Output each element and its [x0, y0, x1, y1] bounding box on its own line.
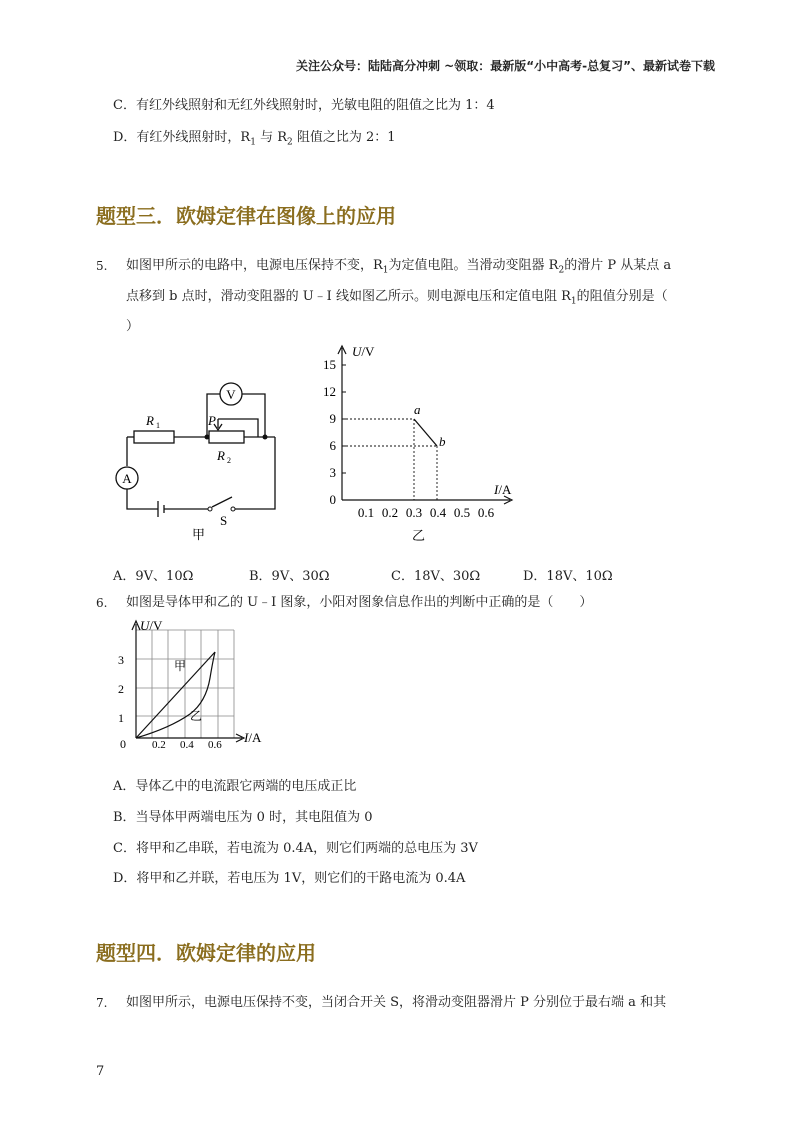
x-tick-label: 0.4: [180, 739, 194, 751]
point-b-label: b: [439, 434, 446, 449]
section-title-3: 题型三．欧姆定律在图像上的应用: [96, 204, 396, 228]
subscript: 2: [287, 137, 293, 148]
prev-option-d-text: 阻值之比为 2：1: [296, 130, 396, 145]
page-header: 关注公众号：陆陆高分冲刺 ~领取：最新版“小中高考-总复习”、最新试卷下载: [296, 59, 715, 73]
section-title-4: 题型四．欧姆定律的应用: [96, 941, 316, 965]
ammeter-label: A: [122, 471, 132, 486]
q6-option-a: A．导体乙中的电流跟它两端的电压成正比: [113, 779, 357, 794]
q5-option-b: B．9V、30Ω: [249, 569, 330, 584]
subscript: 1: [570, 296, 577, 307]
x-tick-label: 0.6: [477, 505, 495, 520]
figure-caption-jia: 甲: [192, 527, 206, 542]
q6-stem: 如图是导体甲和乙的 U﹣I 图象，小阳对图象信息作出的判断中正确的是（ ）: [126, 595, 593, 610]
circuit-diagram: [100, 370, 300, 550]
r1-subscript: 1: [156, 421, 160, 430]
subscript: 2: [558, 265, 565, 276]
q5-line-3: ）: [126, 319, 140, 334]
q5-option-d: D．18V、10Ω: [523, 569, 613, 584]
label-jia: 甲: [174, 659, 187, 673]
prev-option-d: [113, 128, 396, 153]
x-tick-label: 0.5: [453, 505, 471, 520]
y-tick-label: 1: [118, 711, 124, 725]
q5-option-c: C．18V、30Ω: [391, 569, 481, 584]
x-tick-label: 0.2: [381, 505, 399, 520]
q5-text: 的阻值分别是（: [576, 289, 668, 304]
origin-label: 0: [120, 737, 126, 751]
y-tick-label: 6: [329, 438, 336, 453]
graph-yi: [322, 340, 522, 550]
r1-label: R: [146, 413, 154, 428]
x-axis-label: I/A: [244, 730, 262, 745]
y-axis-label: U/V: [140, 618, 163, 633]
x-tick-label: 0.2: [152, 739, 166, 751]
q6-option-d: D．将甲和乙并联，若电压为 1V，则它们的干路电流为 0.4A: [113, 871, 466, 886]
q5-text: 为定值电阻。当滑动变阻器 R: [388, 258, 559, 273]
prev-option-c: C．有红外线照射和无红外线照射时，光敏电阻的阻值之比为 1：4: [113, 98, 495, 113]
graph-yi-xticks: [358, 505, 495, 520]
y-tick-label: 0: [329, 492, 336, 507]
switch-contact: [208, 507, 212, 511]
label-yi: 乙: [190, 709, 203, 723]
graph-q6: [110, 618, 280, 753]
q5-option-a: A．9V、10Ω: [113, 569, 194, 584]
p-label: P: [208, 413, 216, 428]
question-number: 7.: [96, 996, 108, 1010]
y-tick-label: 15: [323, 357, 336, 372]
junction-dot: [205, 435, 210, 440]
junction-dot: [263, 435, 268, 440]
x-tick-label: 0.4: [429, 505, 447, 520]
y-axis-label: U/V: [352, 344, 375, 359]
voltmeter-label: V: [226, 387, 236, 402]
subscript: 1: [250, 137, 256, 148]
subscript: 1: [382, 265, 389, 276]
q7-stem: 如图甲所示，电源电压保持不变，当闭合开关 S，将滑动变阻器滑片 P 分别位于最右端 a 和其: [126, 995, 667, 1010]
y-tick-label: 3: [329, 465, 336, 480]
figure-caption-yi: 乙: [412, 528, 426, 543]
r2-label: R: [217, 448, 225, 463]
question-number: 5.: [96, 259, 108, 273]
y-tick-label: 9: [329, 411, 336, 426]
x-axis-label: I/A: [494, 482, 512, 497]
q5-text: 点移到 b 点时，滑动变阻器的 U﹣I 线如图乙所示。则电源电压和定值电阻 R: [126, 289, 571, 304]
r2-subscript: 2: [227, 456, 231, 465]
prev-option-d-text: D．有红外线照射时，R: [113, 130, 251, 145]
point-a-label: a: [414, 402, 421, 417]
y-tick-label: 2: [118, 682, 124, 696]
segment-ab: [414, 419, 437, 446]
x-tick-label: 0.6: [208, 739, 222, 751]
q5-line-1: [126, 256, 671, 281]
switch-contact: [231, 507, 235, 511]
page-number: 7: [96, 1064, 105, 1079]
q6-option-b: B．当导体甲两端电压为 0 时，其电阻值为 0: [113, 810, 373, 825]
q5-line-2: [126, 287, 668, 312]
prev-option-d-text: 与 R: [260, 130, 288, 145]
q6-option-c: C．将甲和乙串联，若电流为 0.4A，则它们两端的总电压为 3V: [113, 841, 478, 856]
y-tick-label: 3: [118, 653, 124, 667]
y-tick-label: 12: [323, 384, 336, 399]
question-number: 6.: [96, 596, 108, 610]
q5-text: 的滑片 P 从某点 a: [564, 258, 672, 273]
x-tick-label: 0.3: [405, 505, 423, 520]
q5-text: 如图甲所示的电路中，电源电压保持不变，R: [126, 258, 383, 273]
x-tick-label: 0.1: [357, 505, 375, 520]
switch-label: S: [220, 513, 228, 528]
